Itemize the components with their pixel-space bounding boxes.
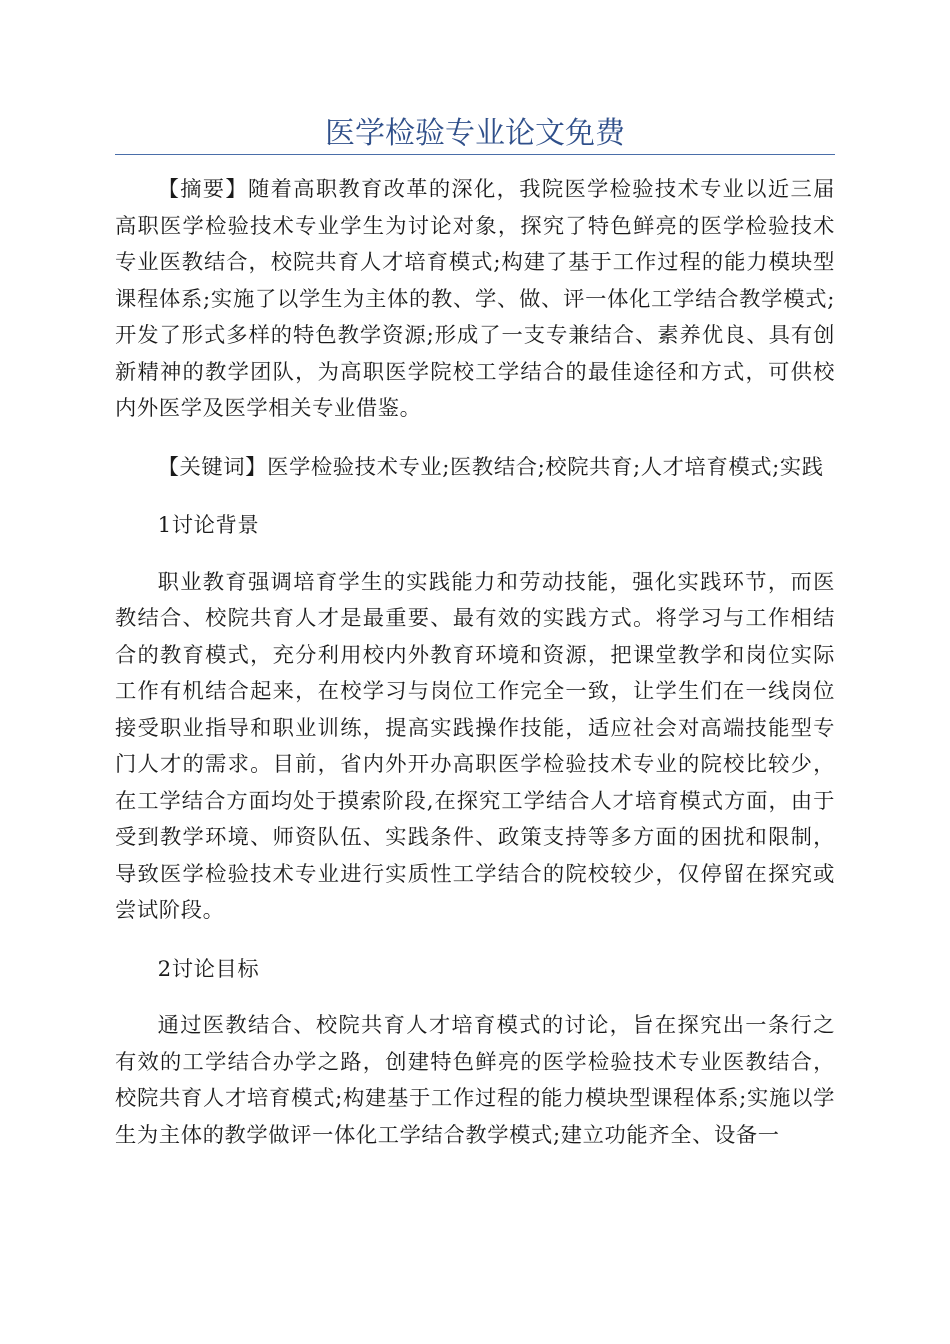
abstract-paragraph: 【摘要】随着高职教育改革的深化，我院医学检验技术专业以近三届高职医学检验技术专业学生为讨论对象，探究了特色鲜亮的医学检验技术专业医教结合，校院共育人才培育模式;构建了基于工作过程的能力模块型课程体系;实施了以学生为主体的教、学、做、评一体化工学结合教学模式;开发了形式多样的特色教学资源;形成了一支专兼结合、素养优良、具有创新精神的教学团队，为高职医学院校工学结合的最佳途径和方式，可供校内外医学及医学相关专业借鉴。 [115,177,835,421]
title-underline [115,154,835,155]
goals-paragraph: 通过医教结合、校院共育人才培育模式的讨论，旨在探究出一条行之有效的工学结合办学之路，创建特色鲜亮的医学检验技术专业医教结合，校院共育人才培育模式;构建基于工作过程的能力模块型课程体系;实施以学生为主体的教学做评一体化工学结合教学模式;建立功能齐全、设备一 [115,1013,835,1148]
document-body [115,172,835,1176]
document-title: 医学检验专业论文免费 [325,116,625,151]
section-heading-goals: 2讨论目标 [157,956,260,982]
keywords-paragraph: 【关键词】医学检验技术专业;医教结合;校院共育;人才培育模式;实践 [157,454,824,480]
background-paragraph: 职业教育强调培育学生的实践能力和劳动技能，强化实践环节，而医教结合、校院共育人才是最重要、最有效的实践方式。将学习与工作相结合的教育模式，充分利用校内外教育环境和资源，把课堂教学和岗位实际工作有机结合起来，在校学习与岗位工作完全一致，让学生们在一线岗位接受职业指导和职业训练，提高实践操作技能，适应社会对高端技能型专门人才的需求。目前，省内外开办高职医学检验技术专业的院校比较少，在工学结合方面均处于摸索阶段,在探究工学结合人才培育模式方面，由于受到教学环境、师资队伍、实践条件、政策支持等多方面的困扰和限制，导致医学检验技术专业进行实质性工学结合的院校较少，仅停留在探究或尝试阶段。 [115,569,835,923]
section-heading-background: 1讨论背景 [157,513,260,538]
